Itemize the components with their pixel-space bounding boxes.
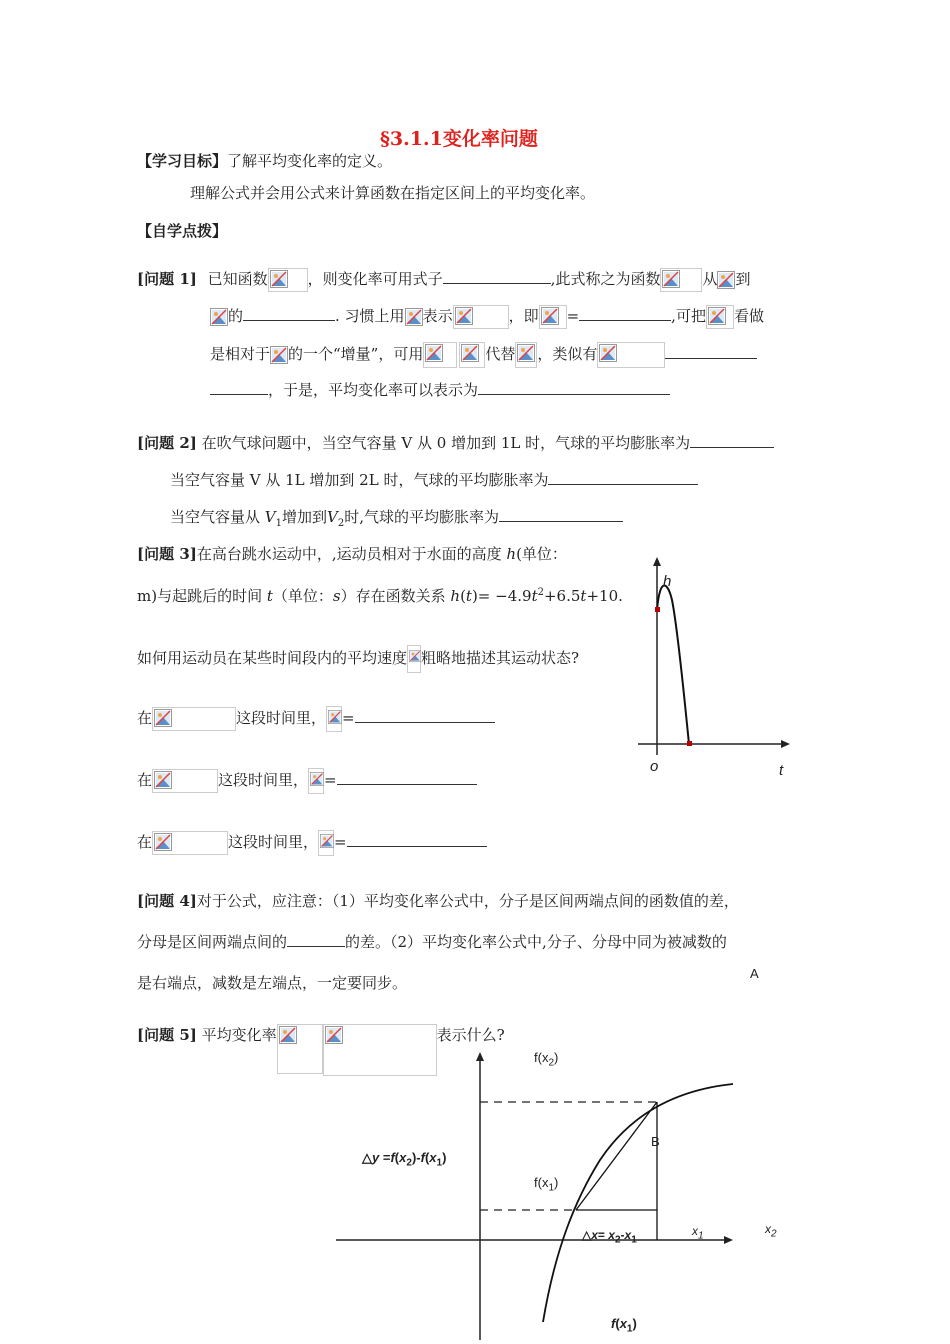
q3-line3 — [137, 645, 579, 673]
fill-blank[interactable] — [243, 306, 335, 321]
q2-line1 — [137, 432, 774, 453]
q2-text: 当空气容量从 — [170, 508, 265, 526]
q3-text: 在 — [137, 771, 153, 789]
formula-image — [515, 342, 537, 368]
q3-text: +10. — [586, 587, 623, 605]
q1-text: 代替 — [485, 345, 516, 363]
q3-text: 这段时间里， — [228, 833, 319, 851]
q3-text: s — [332, 587, 341, 605]
q1-text: ，则变化率可用式子 — [307, 270, 443, 288]
q4-text: 对于公式，应注意：（1）平均变化率公式中，分子是区间两端点间的函数值的差， — [196, 892, 739, 910]
q3-text: )= −4.9 — [471, 587, 532, 605]
fill-blank[interactable] — [499, 507, 623, 522]
q1-text: = — [566, 307, 580, 325]
label-fx1-bottom: $f(x_1)$ — [611, 1316, 637, 1335]
q1-text: ,此式称之为函数 — [550, 270, 661, 288]
formula-image — [453, 305, 509, 329]
q3-text: ( — [460, 587, 466, 605]
label-delta-x: △x= $x_2-x_1$ — [582, 1228, 637, 1246]
q3-text: t — [465, 587, 472, 605]
q3-text: m)与起跳后的时间 — [137, 587, 267, 605]
formula-image — [459, 342, 485, 368]
q1-line1 — [137, 268, 750, 292]
q3-text: 如何用运动员在某些时间段内的平均速度 — [137, 649, 408, 667]
q1-text: 的 — [228, 307, 244, 325]
q2-line2 — [170, 469, 698, 490]
q2-label: [问题 2] — [137, 434, 197, 452]
q2-text: 增加到 — [282, 508, 328, 526]
q4-text: 分母是区间两端点间的 — [137, 933, 288, 951]
q4-text: 的差。（2）平均变化率公式中,分子、分母中同为被减数的 — [345, 933, 727, 951]
average-rate-graph — [330, 1050, 750, 1344]
q3-text: (单位： — [516, 545, 567, 563]
q3-text: h — [450, 587, 461, 605]
fill-blank[interactable] — [355, 708, 495, 723]
fill-blank[interactable] — [478, 380, 670, 395]
fill-blank[interactable] — [287, 932, 345, 947]
q1-line3 — [210, 342, 757, 368]
q1-text: ，于是，平均变化率可以表示为 — [268, 381, 479, 399]
q1-text: 表示 — [422, 307, 453, 325]
q1-label: [问题 1] — [137, 270, 197, 288]
formula-image — [717, 271, 735, 289]
label-a: A — [750, 966, 759, 981]
formula-image — [706, 305, 734, 329]
goals-line2: 理解公式并会用公式来计算函数在指定区间上的平均变化率。 — [190, 184, 596, 202]
goals-line1 — [137, 150, 392, 171]
graph-label-o: o — [650, 758, 659, 775]
label-fx1: $f(x_1)$ — [534, 1175, 559, 1194]
formula-image — [660, 268, 702, 292]
formula-image — [597, 342, 665, 368]
q3-period3 — [137, 830, 487, 856]
q1-text: 的一个“增量”，可用 — [288, 345, 424, 363]
q1-text: 到 — [735, 270, 751, 288]
q3-period2 — [137, 768, 477, 794]
fill-blank[interactable] — [347, 832, 487, 847]
formula-image — [326, 706, 342, 732]
q1-text: ，即 — [508, 307, 539, 325]
diving-height-graph — [630, 555, 800, 785]
q2-line3: 当空气容量从 $V_1$增加到$V_2$时,气球的平均膨胀率为 — [170, 506, 623, 529]
q3-text: +6.5 — [543, 587, 581, 605]
q4-line3: 是右端点，减数是左端点，一定要同步。 — [137, 974, 408, 992]
formula-image — [423, 342, 457, 368]
goals-heading: 【学习目标】 — [137, 152, 228, 170]
q1-text: 从 — [702, 270, 718, 288]
q3-text: = — [334, 833, 347, 851]
q2-text: 当空气容量 V 从 1L 增加到 2L 时，气球的平均膨胀率为 — [170, 471, 549, 489]
q1-line2 — [210, 305, 764, 329]
fill-blank[interactable] — [337, 770, 477, 785]
q3-text: 这段时间里， — [236, 709, 327, 727]
q5-text: 平均变化率 — [201, 1026, 277, 1044]
q5-label: [问题 5] — [137, 1026, 197, 1044]
fill-blank[interactable] — [548, 470, 698, 485]
q3-line1: [问题 3]在高台跳水运动中，,运动员相对于水面的高度 h(单位： — [137, 545, 567, 563]
label-delta-y: △y $=f(x_2)-f(x_1)$ — [362, 1150, 447, 1169]
q1-text: 已知函数 — [207, 270, 268, 288]
q2-text: 在吹气球问题中，当空气容量 V 从 0 增加到 1L 时，气球的平均膨胀率为 — [201, 434, 691, 452]
q4-line2 — [137, 931, 727, 952]
fill-blank[interactable] — [210, 380, 268, 395]
q1-text: . 习惯上用 — [335, 307, 405, 325]
q3-text: 粗略地描述其运动状态? — [421, 649, 580, 667]
q4-label: [问题 4] — [137, 892, 197, 910]
q3-text: ）存在函数关系 — [340, 587, 451, 605]
q1-text: 看做 — [733, 307, 764, 325]
label-fx2: $f(x_2)$ — [534, 1050, 559, 1069]
formula-image — [405, 308, 423, 326]
formula-image — [152, 831, 228, 855]
fill-blank[interactable] — [665, 344, 757, 359]
formula-image — [152, 769, 218, 793]
q3-text: 在高台跳水运动中，,运动员相对于水面的高度 — [196, 545, 507, 563]
q3-text: 在 — [137, 833, 153, 851]
formula-image — [407, 645, 421, 673]
label-x2: $x_2$ — [765, 1222, 777, 1240]
graph-label-t: t — [779, 762, 784, 779]
q1-line4 — [210, 379, 670, 400]
q3-text: = — [342, 709, 355, 727]
q2-text: 时,气球的平均膨胀率为 — [344, 508, 500, 526]
label-x1: $x_1$ — [692, 1224, 704, 1242]
q4-line1 — [137, 890, 739, 911]
q3-text: 这段时间里， — [218, 771, 309, 789]
fill-blank[interactable] — [443, 269, 551, 284]
formula-image — [277, 1024, 323, 1074]
formula-image — [270, 346, 288, 364]
q5-text: 表示什么? — [436, 1026, 505, 1044]
q1-text: 是相对于 — [210, 345, 271, 363]
q3-line2: m)与起跳后的时间 t（单位：s）存在函数关系 $h(t)= -4.9t^2+6.5t+10$. — [137, 587, 623, 605]
self-study-heading: 【自学点拨】 — [137, 222, 228, 240]
graph-label-h: h — [663, 573, 672, 590]
formula-image — [210, 308, 228, 326]
fill-blank[interactable] — [579, 306, 671, 321]
formula-image — [539, 305, 567, 329]
q1-text: ,可把 — [671, 307, 706, 325]
page-title: §3.1.1变化率问题 — [380, 128, 538, 150]
q3-label: [问题 3] — [137, 545, 197, 563]
goals-text1: 了解平均变化率的定义。 — [227, 152, 393, 170]
label-b: B — [651, 1134, 660, 1149]
q3-period1 — [137, 706, 495, 732]
q3-text: = — [324, 771, 337, 789]
q1-text: ，类似有 — [537, 345, 598, 363]
formula-image — [268, 268, 308, 292]
q3-text: 在 — [137, 709, 153, 727]
formula-image — [308, 768, 324, 794]
fill-blank[interactable] — [690, 433, 774, 448]
formula-image — [152, 707, 236, 731]
q3-text: （单位： — [272, 587, 333, 605]
formula-image — [318, 830, 334, 856]
